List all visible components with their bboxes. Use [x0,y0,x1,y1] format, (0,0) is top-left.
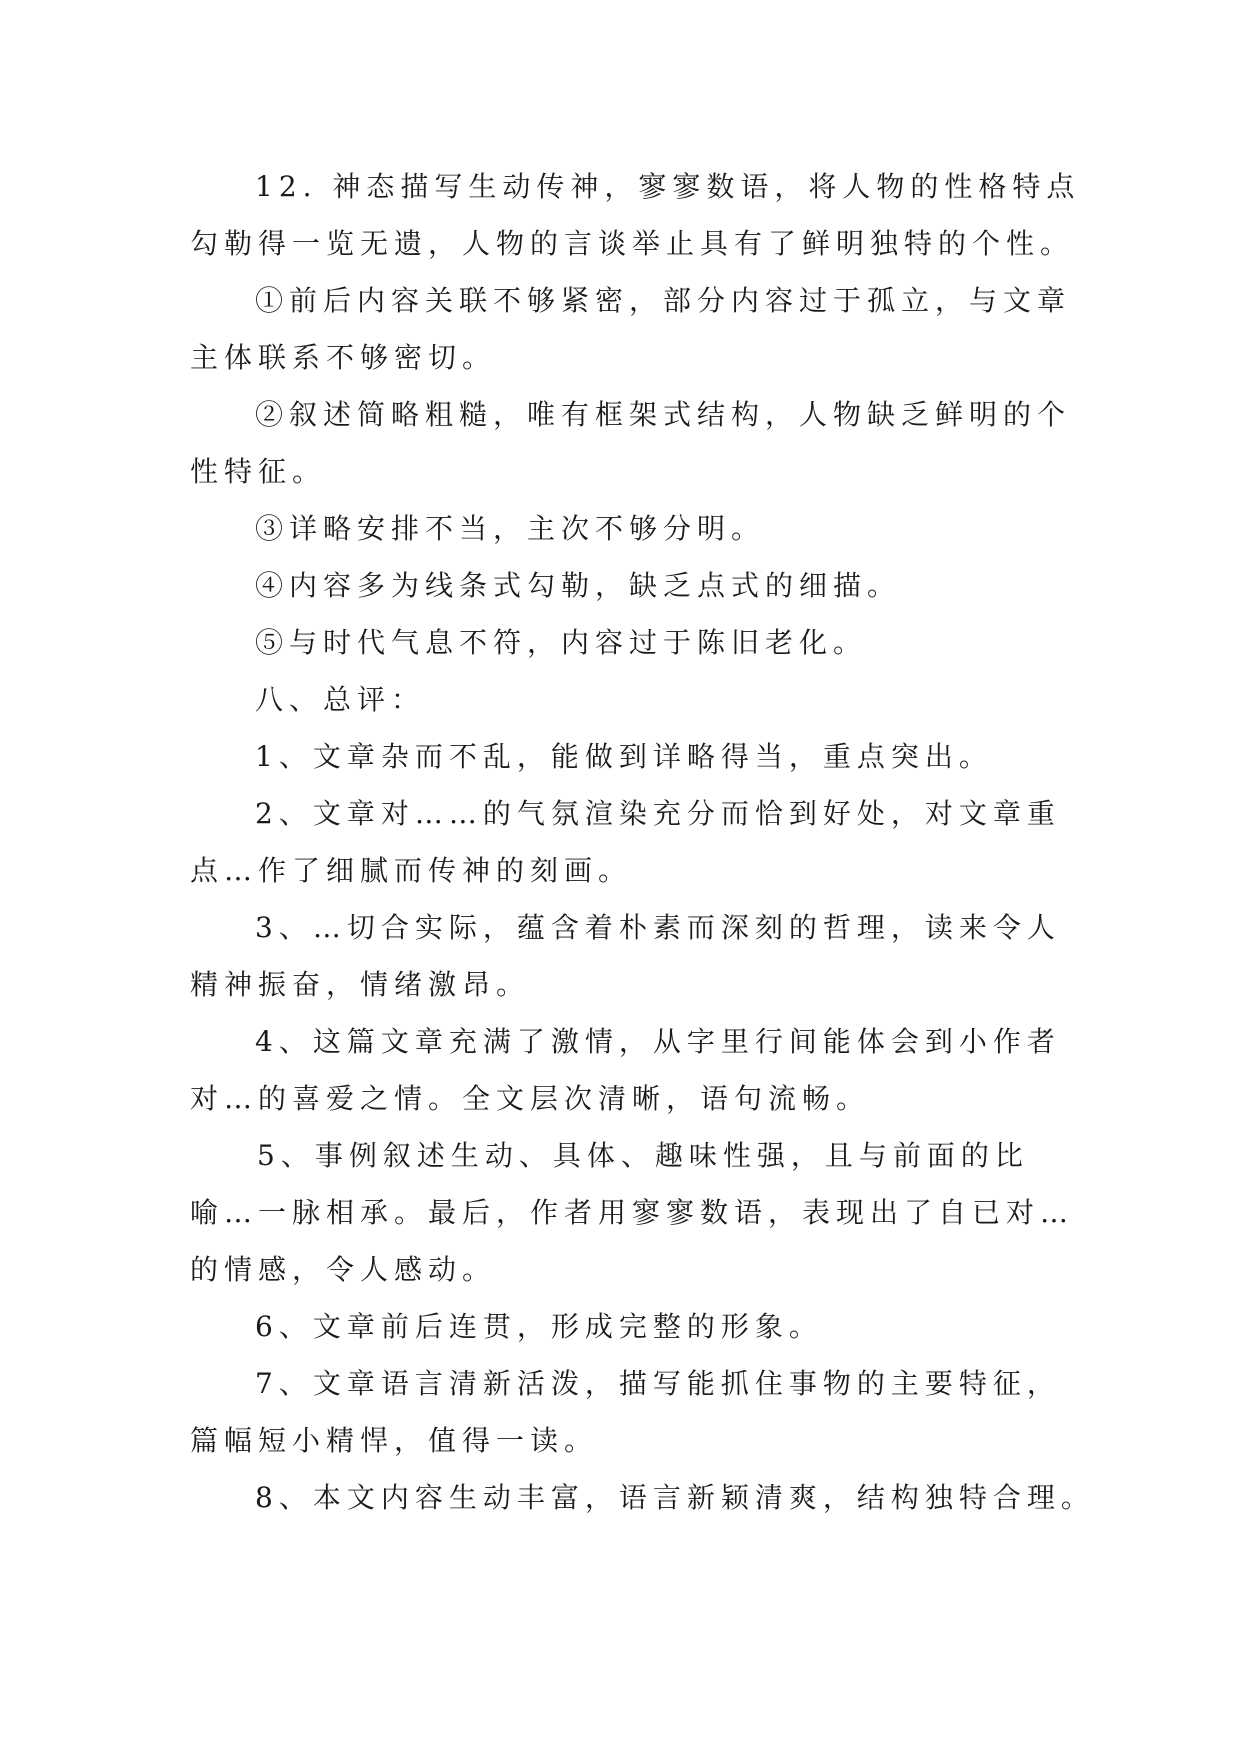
text-line: 的情感，令人感动。 [190,1253,497,1286]
text-line: 5、事例叙述生动、具体、趣味性强，且与前面的比 [257,1139,1029,1172]
text-line: 对…的喜爱之情。全文层次清晰，语句流畅。 [190,1082,871,1115]
text-line: 3、…切合实际，蕴含着朴素而深刻的哲理，读来令人 [255,911,1061,944]
text-line: 篇幅短小精悍，值得一读。 [190,1424,599,1457]
text-line: 4、这篇文章充满了激情，从字里行间能体会到小作者 [255,1025,1061,1058]
text-line: 1、文章杂而不乱，能做到详略得当，重点突出。 [255,740,993,773]
section-heading: 八、总评： [255,683,426,716]
text-line: 12. 神态描写生动传神，寥寥数语，将人物的性格特点 [255,170,1081,203]
text-line: ②叙述简略粗糙，唯有框架式结构，人物缺乏鲜明的个 [255,398,1072,431]
text-line: 2、文章对……的气氛渲染充分而恰到好处，对文章重 [255,797,1061,830]
text-line: ④内容多为线条式勾勒，缺乏点式的细描。 [255,569,902,602]
text-line: 6、文章前后连贯，形成完整的形象。 [255,1310,823,1343]
text-line: 7、文章语言清新活泼，描写能抓住事物的主要特征， [255,1367,1061,1400]
text-line: ③详略安排不当，主次不够分明。 [255,512,766,545]
text-line: 喻…一脉相承。最后，作者用寥寥数语，表现出了自已对… [190,1196,1075,1229]
text-line: 点…作了细腻而传神的刻画。 [190,854,633,887]
text-line: 精神振奋，情绪激昂。 [190,968,531,1001]
text-line: 8、本文内容生动丰富，语言新颖清爽，结构独特合理。 [255,1481,1095,1514]
text-line: ①前后内容关联不够紧密，部分内容过于孤立，与文章 [255,284,1072,317]
text-line: 勾勒得一览无遗，人物的言谈举止具有了鲜明独特的个性。 [190,227,1075,260]
text-line: ⑤与时代气息不符，内容过于陈旧老化。 [255,626,868,659]
text-line: 主体联系不够密切。 [190,341,497,374]
text-line: 性特征。 [190,455,327,488]
